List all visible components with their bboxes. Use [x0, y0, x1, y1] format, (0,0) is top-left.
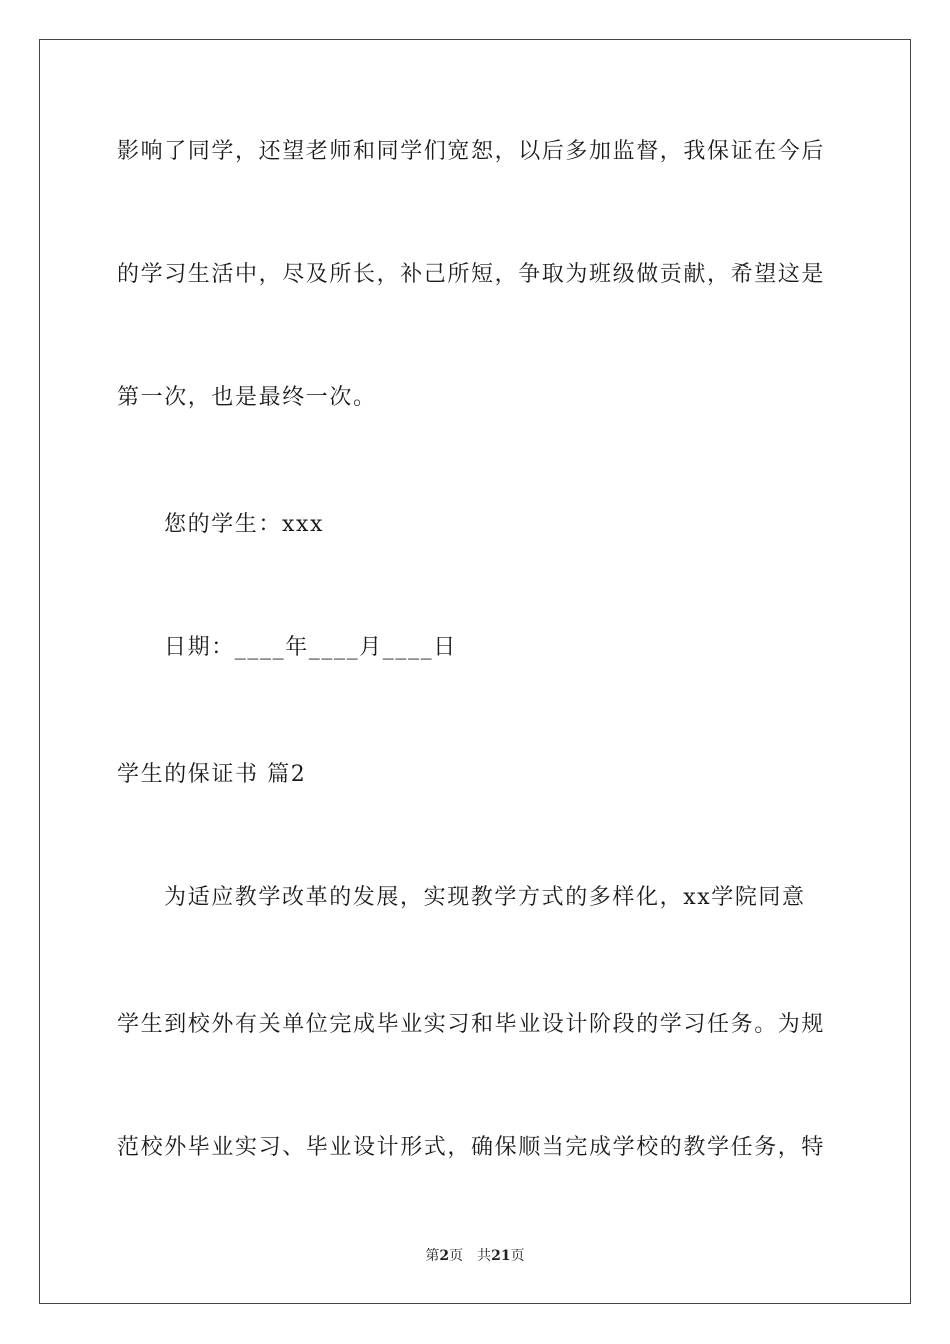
page-suffix: 页 — [449, 1248, 464, 1264]
total-prefix: 共 — [477, 1248, 492, 1264]
body-text-line: 第一次，也是最终一次。 — [117, 385, 377, 410]
page-prefix: 第 — [425, 1248, 440, 1264]
signature-line: 您的学生：xxx — [164, 512, 325, 537]
body-text-line: 的学习生活中，尽及所长，补己所短，争取为班级做贡献，希望这是 — [117, 262, 826, 287]
body-text-line: 范校外毕业实习、毕业设计形式，确保顺当完成学校的教学任务，特 — [117, 1135, 826, 1160]
body-text-line: 为适应教学改革的发展，实现教学方式的多样化，xx学院同意 — [164, 885, 806, 910]
total-suffix: 页 — [510, 1248, 525, 1264]
section-heading: 学生的保证书 篇2 — [117, 762, 307, 787]
page-footer — [0, 1247, 950, 1265]
body-text-line: 学生到校外有关单位完成毕业实习和毕业设计阶段的学习任务。为规 — [117, 1012, 826, 1037]
total-pages: 21 — [491, 1248, 511, 1264]
page-border — [39, 39, 911, 1304]
body-text-line: 影响了同学，还望老师和同学们宽恕，以后多加监督，我保证在今后 — [117, 139, 826, 164]
date-line: 日期：____年____月____日 — [164, 635, 457, 660]
page-number: 2 — [439, 1248, 450, 1264]
